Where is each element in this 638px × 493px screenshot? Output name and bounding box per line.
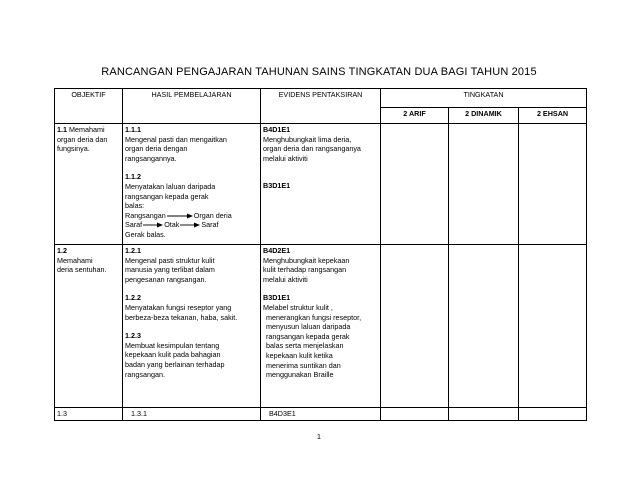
header-hasil-pembelajaran: HASIL PEMBELAJARAN [123,89,261,124]
header-class-2-ehsan: 2 EHSAN [519,108,587,124]
pathway-line-1 [125,211,258,221]
class-2-dinamik-cell [449,245,519,408]
header-class-2-arif: 2 ARIF [381,108,449,124]
class-2-ehsan-cell [519,408,587,421]
right-arrow-icon [143,222,163,228]
pathway-term: Saraf [125,220,143,230]
objective-text: Memahami [67,125,105,134]
pathway-term: Otak [164,220,180,230]
evidence-text: melalui aktiviti [263,274,308,284]
pathway-term: Saraf [201,220,219,230]
evidence-text: organ deria dan rangsanganya [263,144,361,154]
evidence-text: Menghubungkait lima deria, [263,134,352,144]
outcome-text: berbeza-beza tekanan, haba, sakit. [125,312,238,322]
class-2-dinamik-cell [449,124,519,245]
outcome-text: balas: [125,201,145,211]
table-row [55,408,587,421]
evidence-code: B4D2E1 [263,246,291,255]
objective-cell [55,245,123,408]
page-number: 1 [316,432,322,441]
objective-text: fungsinya. [57,144,90,154]
outcome-text: manusia yang terlibat dalam [125,265,215,275]
evidence-cell [261,124,381,245]
outcome-code: 1.1.1 [125,125,141,134]
table-row [55,245,587,408]
evidence-text: balas serta menjelaskan [266,341,344,351]
table-row [55,124,587,245]
outcome-block [125,293,258,322]
outcome-code: 1.1.2 [125,172,141,182]
evidence-text: menyusun laluan daripada [266,322,351,332]
outcome-code: 1.2.3 [125,331,141,341]
evidence-block [263,246,378,284]
outcome-text: rangsangannya. [125,153,177,163]
evidence-block [263,125,378,163]
outcome-text: rangsangan. [125,369,165,379]
objective-cell [55,124,123,245]
outcome-text: rangsangan kepada gerak [125,191,209,201]
header-objektif: OBJEKTIF [55,89,123,124]
objective-text: deria sentuhan. [57,265,107,275]
evidence-text: Melabel struktur kulit , [263,302,333,312]
evidence-text: menggunakan Braille [266,370,334,380]
outcome-text: kepekaan kulit pada bahagian [125,350,221,360]
outcome-text: Menyatakan laluan daripada [125,181,216,191]
outcome-code: 1.3.1 [123,408,261,421]
class-2-arif-cell [381,124,449,245]
outcome-block [125,172,258,239]
outcome-text: Menyatakan fungsi reseptor yang [125,302,232,312]
evidence-code: B4D3E1 [261,408,381,421]
pathway-term: Organ deria [193,210,232,220]
evidence-text: melalui aktiviti [263,153,308,163]
pathway-term: Rangsangan [125,210,166,220]
evidence-text: rangsangan kepada gerak [266,331,350,341]
evidence-code: B3D1E1 [263,293,291,303]
evidence-cell [261,245,381,408]
evidence-text: kepekaan kulit ketika [266,350,333,360]
outcome-block [125,246,258,284]
evidence-code: B4D1E1 [263,125,291,134]
outcome-text: Gerak balas. [125,229,166,239]
outcome-text: Mengenal pasti dan mengaitkan [125,134,227,144]
pathway-line-2 [125,220,258,230]
evidence-text: menerima suntikan dan [266,360,341,370]
evidence-text: Menghubungkait kepekaan [263,255,350,265]
header-evidens-pentaksiran: EVIDENS PENTAKSIRAN [261,89,381,124]
class-2-ehsan-cell [519,124,587,245]
class-2-dinamik-cell [449,408,519,421]
right-arrow-icon [167,213,193,219]
evidence-code: B3D1E1 [263,181,291,191]
evidence-block [263,293,378,379]
objective-number: 1.3 [55,408,123,421]
header-class-2-dinamik: 2 DINAMIK [449,108,519,124]
page-title: RANCANGAN PENGAJARAN TAHUNAN SAINS TINGKATAN DUA BAGI TAHUN 2015 [101,66,537,78]
outcome-text: pengesanan rangsangan. [125,274,207,284]
outcome-code: 1.2.2 [125,293,141,303]
objective-number: 1.1 [57,125,67,134]
outcome-text: Membuat kesimpulan tentang [125,340,220,350]
class-2-ehsan-cell [519,245,587,408]
outcome-text: badan yang berlainan terhadap [125,359,225,369]
outcome-cell [123,124,261,245]
objective-number: 1.2 [57,246,67,255]
class-2-arif-cell [381,408,449,421]
header-tingkatan: TINGKATAN [381,89,587,108]
outcome-block [125,331,258,379]
evidence-text: menerangkan fungsi reseptor, [266,312,362,322]
outcome-cell [123,245,261,408]
evidence-block [263,181,378,191]
outcome-text: Mengenal pasti struktur kulit [125,255,215,265]
objective-text: organ deria dan [57,134,108,144]
outcome-code: 1.2.1 [125,246,141,255]
class-2-arif-cell [381,245,449,408]
right-arrow-icon [180,222,200,228]
objective-text: Memahami [57,255,93,265]
outcome-text: organ deria dengan [125,144,188,154]
evidence-text: kulit terhadap rangsangan [263,265,347,275]
outcome-block [125,125,258,163]
lesson-plan-table [54,88,587,421]
